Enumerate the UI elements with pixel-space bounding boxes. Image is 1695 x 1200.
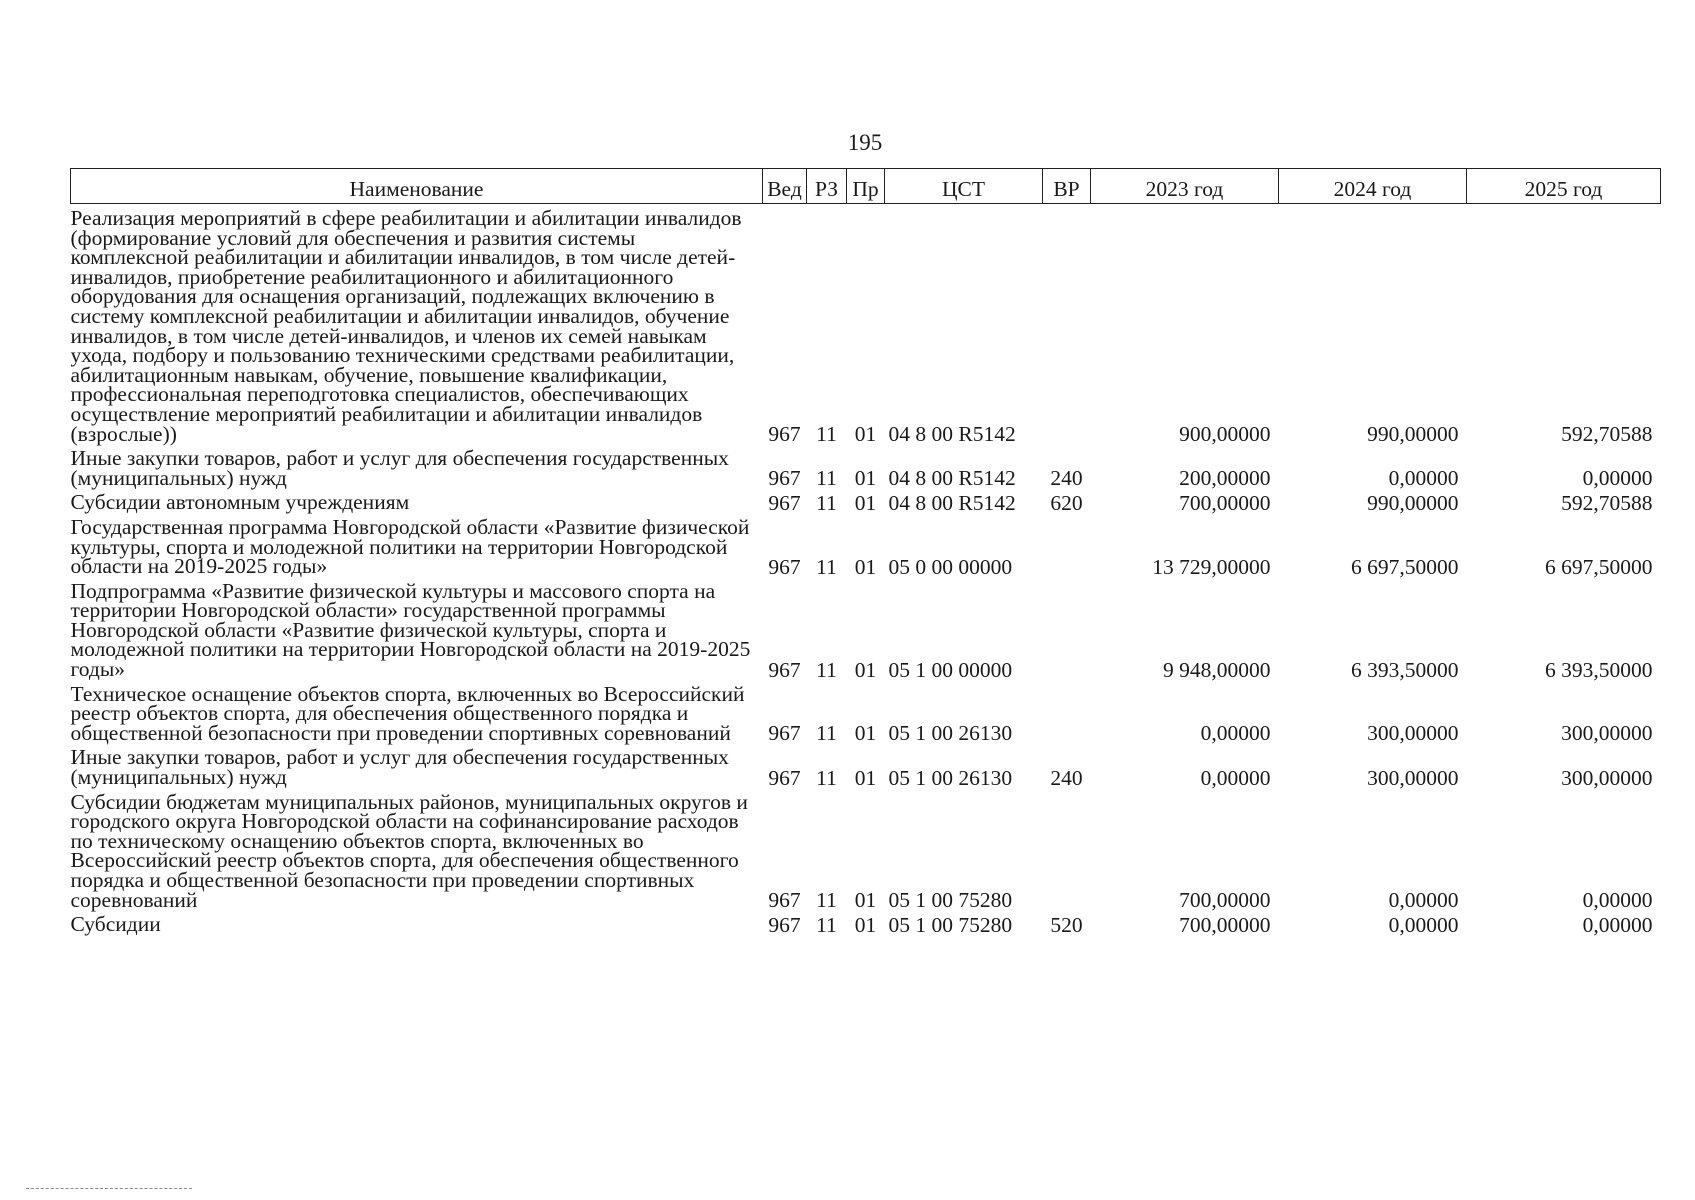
row-amount-2023: 700,00000: [1179, 912, 1271, 937]
row-cst: 05 1 00 00000: [888, 657, 1013, 682]
row-vr: [1043, 577, 1091, 680]
row-vr: 240: [1050, 466, 1083, 491]
row-amount-2023: 13 729,00000: [1152, 554, 1271, 579]
row-pr: 01: [854, 657, 877, 682]
row-pr: 01: [854, 466, 877, 491]
table-row: [71, 680, 1661, 744]
row-name: Государственная программа Новгородской области «Развитие физической культуры, спорта и молодежной политики на территории Новгородской области на 2019-2025 годы»: [70, 514, 750, 579]
row-rz: 11: [816, 554, 837, 579]
row-vr: [1043, 680, 1091, 744]
row-amount-2025: 300,00000: [1561, 765, 1653, 790]
row-name: Субсидии: [70, 912, 161, 937]
row-name: Субсидии автономным учреждениям: [70, 490, 410, 515]
row-amount-2024: 0,00000: [1388, 888, 1459, 913]
row-pr: 01: [854, 888, 877, 913]
row-ved: 967: [768, 721, 801, 746]
row-amount-2024: 6 697,50000: [1351, 554, 1459, 579]
row-rz: 11: [816, 888, 837, 913]
budget-table: [70, 168, 1661, 935]
row-amount-2024: 0,00000: [1388, 912, 1459, 937]
row-ved: 967: [768, 554, 801, 579]
row-ved: 967: [768, 912, 801, 937]
table-row: [71, 204, 1661, 445]
row-vr: 240: [1050, 765, 1083, 790]
row-cst: 05 1 00 75280: [888, 888, 1013, 913]
row-ved: 967: [768, 422, 801, 447]
footer-divider: [26, 1188, 192, 1189]
row-ved: 967: [768, 888, 801, 913]
row-pr: 01: [854, 422, 877, 447]
row-ved: 967: [768, 490, 801, 515]
column-header-name: Наименование: [71, 169, 763, 204]
row-amount-2025: 300,00000: [1561, 721, 1653, 746]
row-amount-2025: 0,00000: [1582, 888, 1653, 913]
row-amount-2023: 700,00000: [1179, 888, 1271, 913]
row-amount-2023: 9 948,00000: [1163, 657, 1271, 682]
row-ved: 967: [768, 657, 801, 682]
row-pr: 01: [854, 765, 877, 790]
row-vr: [1043, 788, 1091, 911]
column-header-cst: ЦСТ: [885, 169, 1043, 204]
table-row: [71, 444, 1661, 488]
row-cst: 05 1 00 75280: [888, 912, 1013, 937]
row-amount-2024: 990,00000: [1367, 490, 1459, 515]
row-amount-2025: 6 393,50000: [1545, 657, 1653, 682]
row-cst: 04 8 00 R5142: [888, 422, 1016, 447]
table-row: [71, 910, 1661, 935]
row-ved: 967: [768, 765, 801, 790]
row-amount-2023: 0,00000: [1200, 721, 1271, 746]
row-amount-2024: 300,00000: [1367, 721, 1459, 746]
row-rz: 11: [816, 721, 837, 746]
column-header-2024: 2024 год: [1279, 169, 1467, 204]
row-name: Субсидии бюджетам муниципальных районов, муниципальных округов и городского округа Новгородской области на софинансирование расходов по техническому оснащению объектов спорта, включенных во Всероссийский реестр объектов спорта, для обеспечения общественного порядка и общественной безопасности при проведении спортивных соревнований: [70, 789, 748, 912]
row-pr: 01: [854, 554, 877, 579]
row-vr: 620: [1050, 490, 1083, 515]
table-row: [71, 743, 1661, 787]
row-pr: 01: [854, 721, 877, 746]
row-vr: [1043, 204, 1091, 445]
row-ved: 967: [768, 466, 801, 491]
row-amount-2024: 300,00000: [1367, 765, 1459, 790]
budget-table-container: [70, 168, 1660, 935]
row-vr: [1043, 513, 1091, 577]
row-name: Реализация мероприятий в сфере реабилитации и абилитации инвалидов (формирование условий для обеспечения и развития системы комплексной реабилитации и абилитации инвалидов, в том числе детей-инвалидов, приобретение реабилитационного и абилитационного оборудования для оснащения организаций, подлежащих включению в систему комплексной реабилитации и абилитации инвалидов, обучение инвалидов, в том числе детей-инвалидов, и членов их семей навыкам ухода, подбору и пользованию техническими средствами реабилитации, абилитационным навыкам, обучение, повышение квалификации, профессиональная переподготовка специалистов, обеспечивающих осуществление мероприятий реабилитации и абилитации инвалидов (взрослые)): [70, 206, 742, 446]
row-rz: 11: [816, 765, 837, 790]
row-name: Иные закупки товаров, работ и услуг для обеспечения государственных (муниципальных) нужд: [70, 745, 729, 790]
table-header-row: [71, 169, 1661, 204]
row-rz: 11: [816, 422, 837, 447]
table-row: [71, 577, 1661, 680]
row-amount-2025: 592,70588: [1561, 490, 1653, 515]
table-row: [71, 488, 1661, 513]
row-amount-2025: 592,70588: [1561, 422, 1653, 447]
row-vr: 520: [1050, 912, 1083, 937]
column-header-ved: Вед: [763, 169, 807, 204]
row-cst: 04 8 00 R5142: [888, 466, 1016, 491]
column-header-2023: 2023 год: [1091, 169, 1279, 204]
column-header-2025: 2025 год: [1467, 169, 1661, 204]
row-pr: 01: [854, 490, 877, 515]
row-amount-2023: 0,00000: [1200, 765, 1271, 790]
row-rz: 11: [816, 466, 837, 491]
row-amount-2025: 0,00000: [1582, 912, 1653, 937]
row-amount-2024: 990,00000: [1367, 422, 1459, 447]
row-amount-2023: 900,00000: [1179, 422, 1271, 447]
page-number: 195: [847, 130, 883, 155]
row-name: Техническое оснащение объектов спорта, включенных во Всероссийский реестр объектов спорта, для обеспечения общественного порядка и общественной безопасности при проведении спортивных соревнований: [70, 681, 745, 745]
row-amount-2024: 6 393,50000: [1351, 657, 1459, 682]
column-header-vr: ВР: [1043, 169, 1091, 204]
table-row: [71, 788, 1661, 911]
column-header-rz: РЗ: [807, 169, 847, 204]
row-amount-2023: 200,00000: [1179, 466, 1271, 491]
row-amount-2024: 0,00000: [1388, 466, 1459, 491]
row-rz: 11: [816, 912, 837, 937]
row-amount-2023: 700,00000: [1179, 490, 1271, 515]
row-rz: 11: [816, 490, 837, 515]
row-cst: 05 0 00 00000: [888, 554, 1013, 579]
row-pr: 01: [854, 912, 877, 937]
row-cst: 05 1 00 26130: [888, 721, 1013, 746]
row-name: Иные закупки товаров, работ и услуг для обеспечения государственных (муниципальных) нужд: [70, 446, 729, 490]
row-amount-2025: 6 697,50000: [1545, 554, 1653, 579]
row-cst: 05 1 00 26130: [888, 765, 1013, 790]
row-rz: 11: [816, 657, 837, 682]
row-name: Подпрограмма «Развитие физической культуры и массового спорта на территории Новгородской области» государственной программы Новгородской области «Развитие физической культуры, спорта и молодежной политики на территории Новгородской области на 2019-2025 годы»: [70, 578, 751, 682]
table-row: [71, 513, 1661, 577]
row-amount-2025: 0,00000: [1582, 466, 1653, 491]
row-cst: 04 8 00 R5142: [888, 490, 1016, 515]
column-header-pr: Пр: [847, 169, 885, 204]
